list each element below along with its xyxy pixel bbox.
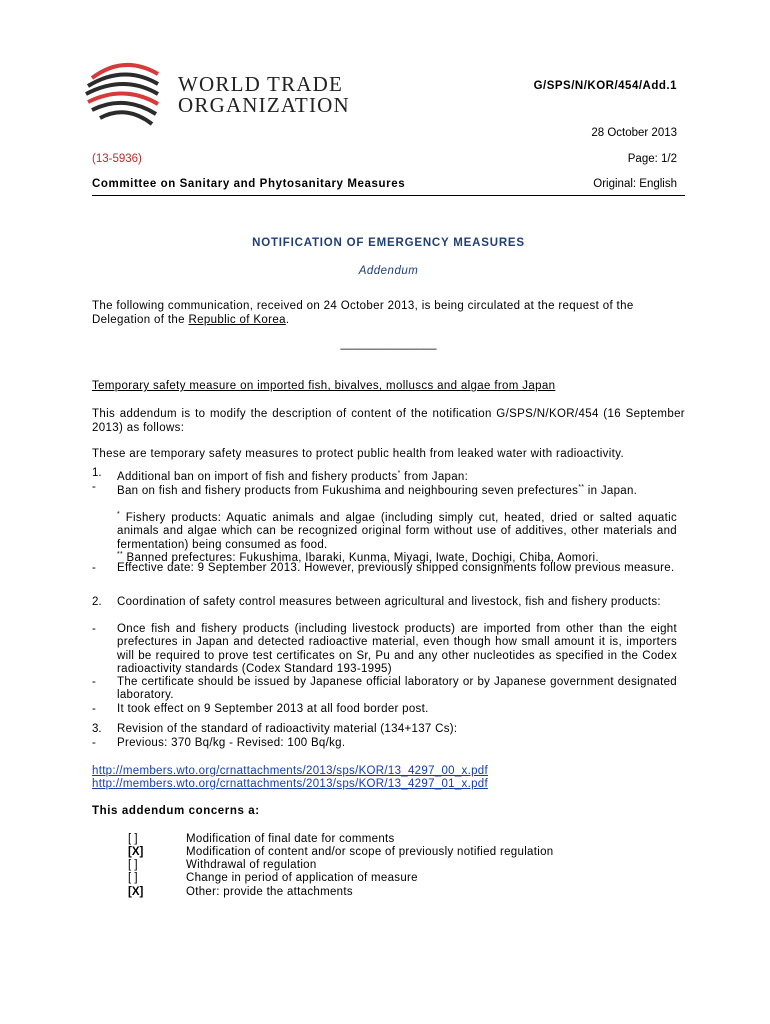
item-dash: - [92,703,96,715]
document-symbol: G/SPS/N/KOR/454/Add.1 [533,80,677,92]
item-number: 3. [92,723,102,735]
item-2a-text: Once fish and fishery products (including livestock products) are imported from other than the eight prefectures in Japan and detected radioactive material, even though how small amount it is, importers will be required to prove test certificates on Sr, Pu and any other nucleotides as specified in the Codex radioactivity standards (Codex Standard 193-1995) [117,623,677,676]
modify-paragraph: This addendum is to modify the description of content of the notification G/SPS/N/KOR/454 (16 September 2013) as follows: [92,408,685,434]
intro-paragraph: The following communication, received on 24 October 2013, is being circulated at the request of the Delegation of the Republic of Korea. [92,300,634,326]
attachment-link[interactable]: http://members.wto.org/crnattachments/2013/sps/KOR/13_4297_01_x.pdf [92,778,488,790]
footnote-fishery-products: * Fishery products: Aquatic animals and algae (including simply cut, heated, dried or salted aquatic animals and algae which can be recognized original form without use of additives, other materials and fermentation) being consumed as food. [117,511,677,551]
item-2-text: Coordination of safety control measures between agricultural and livestock, fish and fishery products: [117,596,661,608]
org-name-line2: ORGANIZATION [178,93,350,117]
item-dash: - [92,676,96,688]
page-number: Page: 1/2 [627,153,677,165]
item-1b-text: Effective date: 9 September 2013. However, previously shipped consignments follow previous measure. [117,562,675,574]
item-1-text: Additional ban on import of fish and fishery products* from Japan: [117,470,469,483]
concern-label: Modification of content and/or scope of previously notified regulation [186,846,554,858]
document-date: 28 October 2013 [591,127,677,139]
concern-checkbox[interactable]: [ ] [128,833,138,845]
purpose-paragraph: These are temporary safety measures to protect public health from leaked water with radioactivity. [92,448,625,460]
item-2c-text: It took effect on 9 September 2013 at all food border post. [117,703,429,715]
attachment-link[interactable]: http://members.wto.org/crnattachments/2013/sps/KOR/13_4297_00_x.pdf [92,765,488,777]
item-dash: - [92,481,96,493]
concern-checkbox[interactable]: [ ] [128,859,138,871]
republic-of-korea-link[interactable]: Republic of Korea [188,314,286,326]
original-language: Original: English [593,178,677,190]
item-number: 1. [92,467,102,479]
concern-label: Other: provide the attachments [186,886,353,898]
concern-checkbox[interactable]: [ ] [128,872,138,884]
concern-label: Modification of final date for comments [186,833,395,845]
item-number: 2. [92,596,102,608]
document-ref: (13-5936) [92,153,142,165]
measure-title: Temporary safety measure on imported fish, bivalves, molluscs and algae from Japan [92,380,556,392]
committee-name: Committee on Sanitary and Phytosanitary Measures [92,178,406,190]
separator: _______________ [340,338,437,350]
org-name-line1: WORLD TRADE [178,72,344,96]
item-1a-text: Ban on fish and fishery products from Fukushima and neighbouring seven prefectures** in Japan. [117,484,638,497]
header-divider [92,195,685,196]
concerns-title: This addendum concerns a: [92,805,260,817]
item-dash: - [92,562,96,574]
concern-checkbox[interactable]: [X] [128,886,144,898]
item-3-text: Revision of the standard of radioactivity material (134+137 Cs): [117,723,458,735]
item-dash: - [92,623,96,635]
concern-label: Change in period of application of measure [186,872,418,884]
item-dash: - [92,737,96,749]
page-subtitle: Addendum [358,265,419,277]
item-3a-text: Previous: 370 Bq/kg - Revised: 100 Bq/kg. [117,737,346,749]
concern-checkbox[interactable]: [X] [128,846,144,858]
concern-label: Withdrawal of regulation [186,859,317,871]
footnote-banned-prefectures: ** Banned prefectures: Fukushima, Ibaraki, Kunma, Miyagi, Iwate, Dochigi, Chiba, Aomori. [117,551,599,564]
page-title: NOTIFICATION OF EMERGENCY MEASURES [252,237,525,249]
item-2b-text: The certificate should be issued by Japanese official laboratory or by Japanese government designated laboratory. [117,676,677,702]
wto-logo-icon [84,56,164,130]
